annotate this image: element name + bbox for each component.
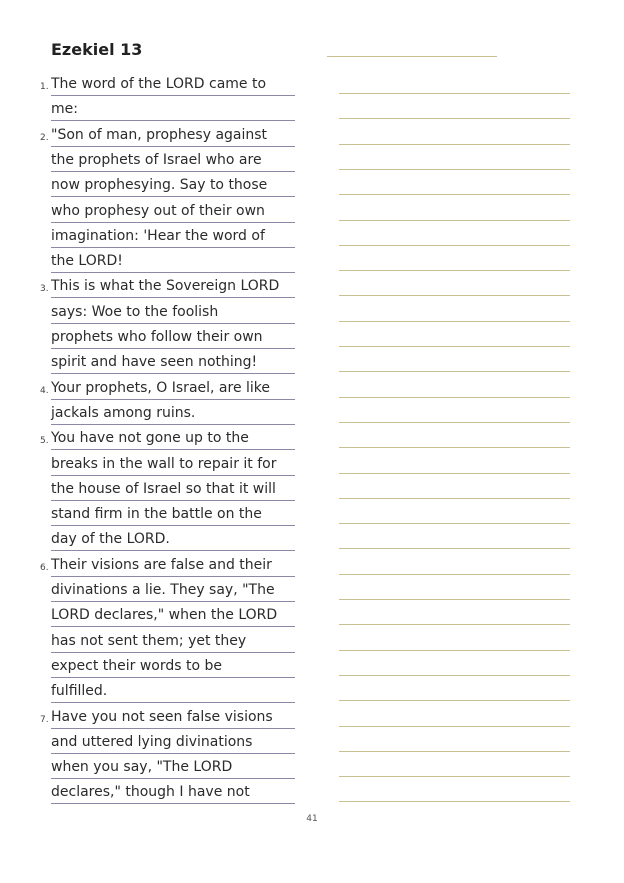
writing-line[interactable]	[339, 194, 570, 195]
writing-line[interactable]	[339, 675, 570, 676]
scripture-line: Have you not seen false visions	[51, 704, 295, 729]
writing-line[interactable]	[339, 650, 570, 651]
scripture-line: The word of the LORD came to	[51, 71, 295, 96]
writing-line[interactable]	[339, 397, 570, 398]
scripture-line: the prophets of Israel who are	[51, 147, 295, 172]
writing-line[interactable]	[339, 346, 570, 347]
verse-number: 6.	[40, 563, 49, 573]
verse-number: 7.	[40, 715, 49, 725]
scripture-line: who prophesy out of their own	[51, 198, 295, 223]
scripture-line: spirit and have seen nothing!	[51, 349, 295, 374]
writing-line[interactable]	[339, 776, 570, 777]
scripture-line: when you say, "The LORD	[51, 754, 295, 779]
writing-line[interactable]	[339, 118, 570, 119]
title-writing-line	[327, 56, 497, 57]
writing-line[interactable]	[339, 801, 570, 802]
writing-line[interactable]	[339, 574, 570, 575]
scripture-line: the house of Israel so that it will	[51, 476, 295, 501]
verse-number: 3.	[40, 284, 49, 294]
verse-number: 5.	[40, 436, 49, 446]
scripture-line: imagination: 'Hear the word of	[51, 223, 295, 248]
scripture-line: Their visions are false and their	[51, 552, 295, 577]
page-number: 41	[306, 814, 318, 824]
page-title: Ezekiel 13	[51, 40, 143, 59]
writing-line[interactable]	[339, 270, 570, 271]
writing-line[interactable]	[339, 245, 570, 246]
writing-line[interactable]	[339, 473, 570, 474]
writing-line[interactable]	[339, 144, 570, 145]
writing-line[interactable]	[339, 321, 570, 322]
scripture-line: the LORD!	[51, 248, 295, 273]
writing-line[interactable]	[339, 447, 570, 448]
scripture-line: day of the LORD.	[51, 526, 295, 551]
scripture-line: divinations a lie. They say, "The	[51, 577, 295, 602]
scripture-line: expect their words to be	[51, 653, 295, 678]
scripture-line: jackals among ruins.	[51, 400, 295, 425]
writing-line[interactable]	[339, 523, 570, 524]
writing-line[interactable]	[339, 422, 570, 423]
scripture-line: and uttered lying divinations	[51, 729, 295, 754]
writing-line[interactable]	[339, 93, 570, 94]
scripture-line: breaks in the wall to repair it for	[51, 451, 295, 476]
verse-number: 1.	[40, 82, 49, 92]
scripture-line: "Son of man, prophesy against	[51, 122, 295, 147]
writing-line[interactable]	[339, 751, 570, 752]
writing-line[interactable]	[339, 498, 570, 499]
writing-line[interactable]	[339, 295, 570, 296]
scripture-line: This is what the Sovereign LORD	[51, 273, 295, 298]
scripture-line: has not sent them; yet they	[51, 628, 295, 653]
scripture-line: says: Woe to the foolish	[51, 299, 295, 324]
scripture-line: Your prophets, O Israel, are like	[51, 375, 295, 400]
scripture-line: LORD declares," when the LORD	[51, 602, 295, 627]
writing-line[interactable]	[339, 624, 570, 625]
writing-line[interactable]	[339, 726, 570, 727]
scripture-line: me:	[51, 96, 295, 121]
scripture-line: prophets who follow their own	[51, 324, 295, 349]
writing-line[interactable]	[339, 599, 570, 600]
scripture-line: declares," though I have not	[51, 779, 295, 804]
scripture-line: You have not gone up to the	[51, 425, 295, 450]
writing-line[interactable]	[339, 700, 570, 701]
writing-line[interactable]	[339, 169, 570, 170]
writing-line[interactable]	[339, 548, 570, 549]
writing-line[interactable]	[339, 220, 570, 221]
verse-number: 4.	[40, 386, 49, 396]
scripture-line: stand firm in the battle on the	[51, 501, 295, 526]
writing-line[interactable]	[339, 371, 570, 372]
scripture-line: fulfilled.	[51, 678, 295, 703]
verse-number: 2.	[40, 133, 49, 143]
scripture-line: now prophesying. Say to those	[51, 172, 295, 197]
